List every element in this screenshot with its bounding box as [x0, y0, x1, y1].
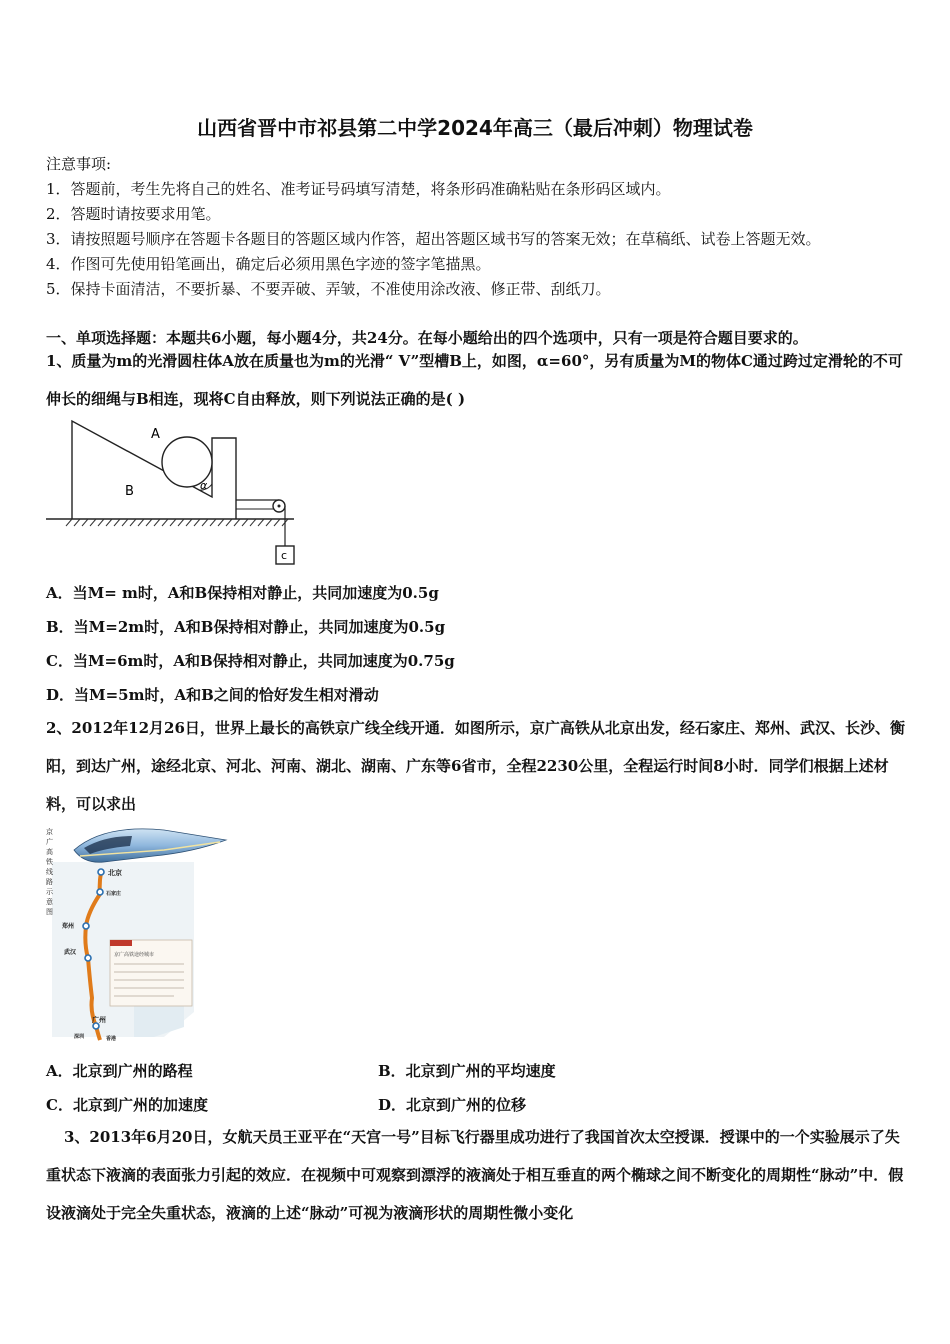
svg-text:石家庄: 石家庄 [106, 891, 122, 897]
q1-option-c[interactable]: C．当M=6m时，A和B保持相对静止，共同加速度为0.75g [46, 652, 455, 670]
label-a: A [151, 427, 160, 442]
question-3-text: 3、2013年6月20日，女航天员王亚平在“天宫一号”目标飞行器里成功进行了我国首次太空授课．授课中的一个实验展示了失重状态下液滴的表面张力引起的效应．在视频中可观察到漂浮的液滴处于相互垂直的两个椭球之间不断变化的周期性“脉动”中．假设液滴处于完全失重状态，液滴的上述“脉动”可视为液滴形状的周期性微小变化 [46, 1128, 904, 1222]
label-b: B [125, 484, 134, 499]
svg-text:深圳: 深圳 [74, 1034, 85, 1040]
svg-text:铁: 铁 [46, 858, 53, 866]
notice-item-1: 1．答题前，考生先将自己的姓名、准考证号码填写清楚，将条形码准确粘贴在条形码区域内。 [46, 180, 671, 198]
legend-tag [110, 940, 132, 946]
page-title: 山西省晋中市祁县第二中学2024年高三（最后冲刺）物理试卷 [197, 116, 753, 140]
q2-option-d[interactable]: D．北京到广州的位移 [378, 1096, 527, 1114]
notice-item-5: 5．保持卡面清洁，不要折暴、不要弄破、弄皱，不准使用涂改液、修正带、刮纸刀。 [46, 280, 611, 298]
svg-text:广: 广 [46, 838, 53, 846]
question-1-text: 1、质量为m的光滑圆柱体A放在质量也为m的光滑“ V”型槽B上，如图，α=60°，另有质量为M的物体C通过跨过定滑轮的不可伸长的细绳与B相连，现将C自由释放，则下列说法正确的是( ) [46, 352, 903, 408]
q1-option-b[interactable]: B．当M=2m时，A和B保持相对静止，共同加速度为0.5g [46, 618, 446, 636]
notice-item-2: 2．答题时请按要求用笔。 [46, 205, 221, 223]
section-heading: 一、单项选择题：本题共6小题，每小题4分，共24分。在每小题给出的四个选项中，只有一项是符合题目要求的。 [46, 329, 808, 347]
q2-option-b[interactable]: B．北京到广州的平均速度 [378, 1062, 556, 1080]
svg-text:北京: 北京 [108, 869, 122, 877]
ground-hatching [66, 519, 288, 526]
svg-text:香港: 香港 [106, 1036, 117, 1042]
svg-text:高: 高 [46, 848, 53, 856]
label-c: c [281, 549, 288, 562]
notice-item-3: 3．请按照题号顺序在答题卡各题目的答题区域内作答，超出答题区域书写的答案无效；在草稿纸、试卷上答题无效。 [46, 230, 821, 248]
svg-text:广州: 广州 [92, 1016, 106, 1024]
q2-railway-map [44, 822, 234, 1048]
svg-text:武汉: 武汉 [64, 949, 77, 956]
svg-text:示: 示 [46, 888, 53, 896]
svg-text:意: 意 [46, 898, 53, 906]
q2-option-a[interactable]: A．北京到广州的路程 [46, 1062, 193, 1080]
question-2-text: 2、2012年12月26日，世界上最长的高铁京广线全线开通．如图所示，京广高铁从北京出发，经石家庄、郑州、武汉、长沙、衡阳，到达广州，途经北京、河北、河南、湖北、湖南、广东等6省市，全程2230公里，全程运行时间8小时．同学们根据上述材料，可以求出 [46, 719, 905, 813]
svg-text:郑州: 郑州 [62, 923, 75, 930]
legend-title: 京广高铁途经城市 [114, 952, 155, 958]
label-alpha: α [200, 479, 208, 492]
q1-figure [44, 418, 304, 570]
pulley-axle [278, 505, 281, 508]
svg-text:图: 图 [46, 908, 53, 916]
svg-text:路: 路 [46, 878, 53, 886]
notice-heading: 注意事项: [46, 155, 112, 173]
svg-text:京: 京 [46, 828, 53, 836]
q1-option-a[interactable]: A．当M= m时，A和B保持相对静止，共同加速度为0.5g [46, 584, 439, 602]
svg-text:线: 线 [46, 868, 53, 876]
q2-option-c[interactable]: C．北京到广州的加速度 [46, 1096, 208, 1114]
map-side-title [46, 827, 54, 916]
notice-item-4: 4．作图可先使用铅笔画出，确定后必须用黑色字迹的签字笔描黑。 [46, 255, 491, 273]
q1-option-d[interactable]: D．当M=5m时，A和B之间的恰好发生相对滑动 [46, 686, 379, 704]
